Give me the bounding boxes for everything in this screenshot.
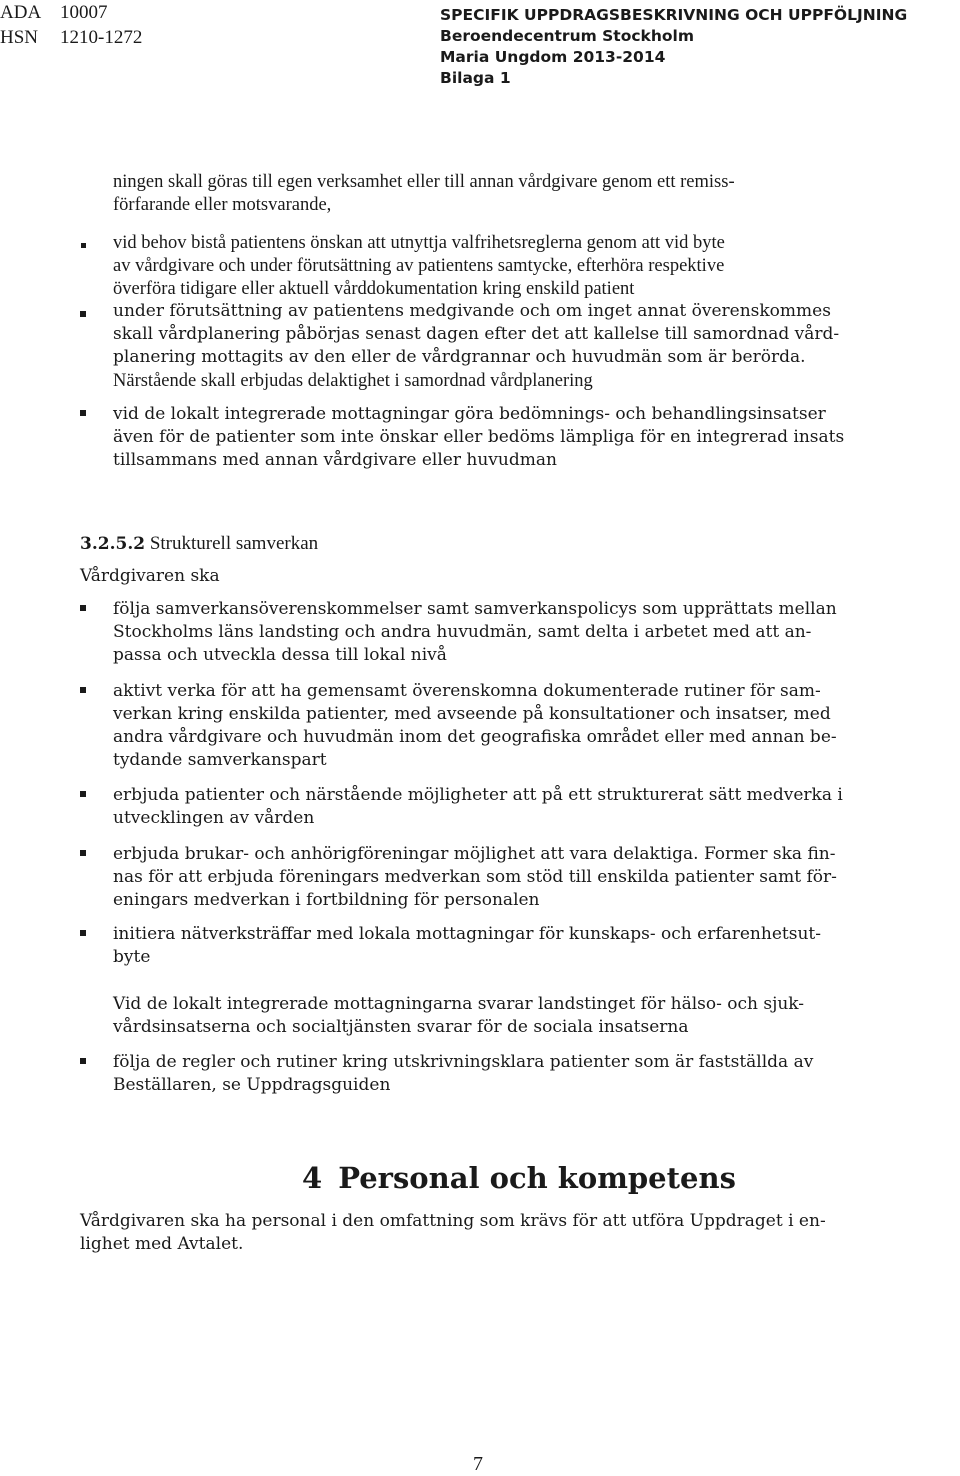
text-line: byte [113, 947, 151, 967]
text-line: verkan kring enskilda patienter, med avseende på konsultationer och insatser, med [113, 704, 831, 724]
text-line: initiera nätverksträffar med lokala mottagningar för kunskaps- och erfarenhetsut- [113, 924, 821, 944]
text-line: tillsammans med annan vårdgivare eller huvudman [113, 450, 557, 470]
text-line: följa de regler och rutiner kring utskrivningsklara patienter som är fastställda av [113, 1052, 814, 1072]
text-line: nas för att erbjuda föreningars medverkan som stöd till enskilda patienter samt för- [113, 867, 837, 887]
text-line: planering mottagits av den eller de vårdgrannar och huvudmän som är berörda. [113, 347, 806, 367]
bullet-item [113, 300, 839, 369]
bullet-item [113, 1051, 813, 1097]
section-heading [80, 532, 318, 556]
text-line: lighet med Avtalet. [80, 1234, 244, 1254]
page-number: 7 [473, 1453, 483, 1475]
text-line: vid de lokalt integrerade mottagningar göra bedömnings- och behandlingsinsatser [113, 404, 826, 424]
chapter-heading [302, 1160, 736, 1196]
bullet-marker [80, 850, 86, 856]
section-title: Strukturell samverkan [149, 533, 319, 554]
bullet-marker [81, 243, 86, 248]
header-code-value: 10007 [60, 2, 108, 23]
header-title-block [440, 5, 907, 89]
text-line: erbjuda brukar- och anhörigföreningar möjlighet att vara delaktiga. Former ska fin- [113, 844, 836, 864]
header-code-value: 1210-1272 [60, 27, 143, 48]
header-code-row [0, 0, 142, 25]
bullet-marker [80, 1058, 86, 1064]
text-line: under förutsättning av patientens medgivande och om inget annat överenskommes [113, 301, 831, 321]
section-intro: Vårdgivaren ska [80, 566, 220, 586]
header-code-label: ADA [0, 2, 42, 23]
text-line: erbjuda patienter och närstående möjligheter att på ett strukturerat sätt medverka i [113, 785, 843, 805]
chapter-title: Personal och kompetens [338, 1161, 736, 1195]
text-line: utvecklingen av vården [113, 808, 315, 828]
bullet-item [113, 923, 821, 969]
text-line: aktivt verka för att ha gemensamt överenskomna dokumenterade rutiner för sam- [113, 681, 821, 701]
header-organisation: Beroendecentrum Stockholm [440, 27, 695, 45]
chapter-number: 4 [302, 1161, 323, 1195]
text-line: tydande samverkanspart [113, 750, 327, 770]
bullet-item [113, 598, 837, 667]
bullet-marker [80, 410, 86, 416]
header-title: SPECIFIK UPPDRAGSBESKRIVNING OCH UPPFÖLJNING [440, 6, 908, 24]
text-line: passa och utveckla dessa till lokal nivå [113, 645, 447, 665]
bullet-item-tail: Närstående skall erbjudas delaktighet i samordnad vårdplanering [113, 371, 593, 391]
text-line: vårdsinsatserna och socialtjänsten svarar för de sociala insatserna [113, 1017, 689, 1037]
text-line: överföra tidigare eller aktuell vårddokumentation kring enskild patient [113, 279, 635, 299]
text-line: vid behov bistå patientens önskan att utnyttja valfrihetsreglerna genom att vid byte [113, 233, 725, 253]
bullet-marker [80, 687, 86, 693]
text-line: eningars medverkan i fortbildning för personalen [113, 890, 540, 910]
text-line: andra vårdgivare och huvudmän inom det geografiska området eller med annan be- [113, 727, 837, 747]
section-note [113, 993, 804, 1039]
text-line: av vårdgivare och under förutsättning av patientens samtycke, efterhöra respektive [113, 256, 725, 276]
chapter-text [80, 1210, 826, 1256]
text-line: Vårdgivaren ska ha personal i den omfattning som krävs för att utföra Uppdraget i en- [80, 1211, 826, 1231]
text-line: Vid de lokalt integrerade mottagningarna svarar landstinget för hälso- och sjuk- [113, 994, 805, 1014]
bullet-item [113, 843, 837, 912]
bullet-item [113, 680, 837, 772]
bullet-item [113, 784, 843, 830]
text-line: Stockholms läns landsting och andra huvudmän, samt delta i arbetet med att an- [113, 622, 812, 642]
header-unit: Maria Ungdom 2013-2014 [440, 48, 666, 66]
text-line: ningen skall göras till egen verksamhet eller till annan vårdgivare genom ett remiss- [113, 172, 735, 192]
text-line: följa samverkansöverenskommelser samt samverkanspolicys som upprättats mellan [113, 599, 837, 619]
bullet-marker [80, 791, 86, 797]
continuation-text [113, 171, 735, 217]
text-line: skall vårdplanering påbörjas senast dagen efter det att kallelse till samordnad vård- [113, 324, 840, 344]
bullet-marker [80, 311, 86, 317]
header-code-row [0, 25, 142, 50]
text-line: förfarande eller motsvarande, [113, 195, 332, 215]
header-codes [0, 0, 142, 50]
text-line: Beställaren, se Uppdragsguiden [113, 1075, 391, 1095]
bullet-item [113, 232, 725, 301]
section-number: 3.2.5.2 [80, 534, 146, 554]
header-appendix: Bilaga 1 [440, 69, 511, 87]
text-line: även för de patienter som inte önskar eller bedöms lämpliga för en integrerad insats [113, 427, 845, 447]
bullet-marker [80, 605, 86, 611]
bullet-item [113, 403, 844, 472]
header-code-label: HSN [0, 27, 39, 48]
bullet-marker [80, 930, 86, 936]
